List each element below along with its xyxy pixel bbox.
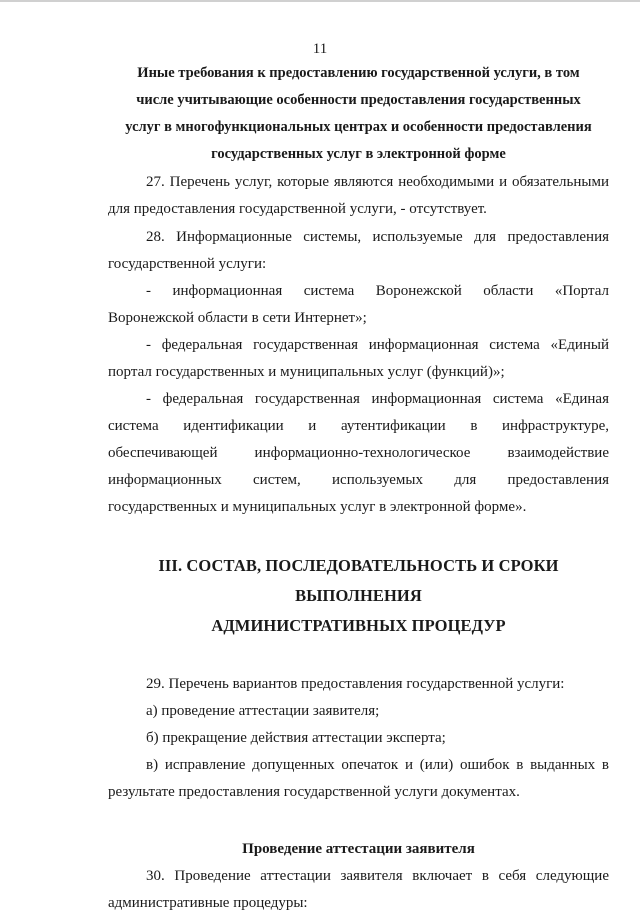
list-item-federal-portal: - федеральная государственная информационная система «Единый портал государственных и муниципальных услуг (функций)»; (108, 337, 609, 380)
list-item-esia: - федеральная государственная информационная система «Единая система идентификации и аутентификации в инфраструктуре, обеспечивающей информационно-технологическое взаимодействие информационных систем, используемых для предоставления государственных и муниципальных услуг в электронной форме». (108, 391, 609, 515)
page-number: 11 (312, 41, 328, 57)
section-heading-other-requirements (108, 60, 609, 168)
top-edge-line (0, 0, 640, 2)
paragraph-30: 30. Проведение аттестации заявителя включает в себя следующие административные процедуры: (108, 868, 609, 911)
list-item-b: б) прекращение действия аттестации эксперта; (146, 730, 446, 746)
heading-line: Иные требования к предоставлению государственной услуги, в том (137, 65, 580, 81)
list-item-regional-portal: - информационная система Воронежской области «Портал Воронежской области в сети Интернет»; (108, 283, 609, 326)
heading-line: услуг в многофункциональных центрах и особенности предоставления (125, 119, 592, 135)
list-item-a: а) проведение аттестации заявителя; (146, 703, 380, 719)
paragraph-27: 27. Перечень услуг, которые являются необходимыми и обязательными для предоставления государственной услуги, - отсутствует. (108, 174, 609, 217)
page-content (108, 60, 609, 917)
heading-line: государственных услуг в электронной форме (211, 146, 506, 162)
section-title-line: III. СОСТАВ, ПОСЛЕДОВАТЕЛЬНОСТЬ И СРОКИ ВЫПОЛНЕНИЯ (158, 556, 559, 605)
section-title-line: АДМИНИСТРАТИВНЫХ ПРОЦЕДУР (211, 616, 506, 635)
heading-line: числе учитывающие особенности предоставления государственных (136, 92, 581, 108)
list-item-c: в) исправление допущенных опечаток и (или) ошибок в выданных в результате предоставления государственной услуги документах. (108, 757, 609, 800)
paragraph-29: 29. Перечень вариантов предоставления государственной услуги: (146, 676, 565, 692)
paragraph-28: 28. Информационные системы, используемые для предоставления государственной услуги: (108, 229, 609, 272)
section-title-iii (108, 551, 609, 641)
subheading-attestation: Проведение аттестации заявителя (242, 841, 475, 857)
